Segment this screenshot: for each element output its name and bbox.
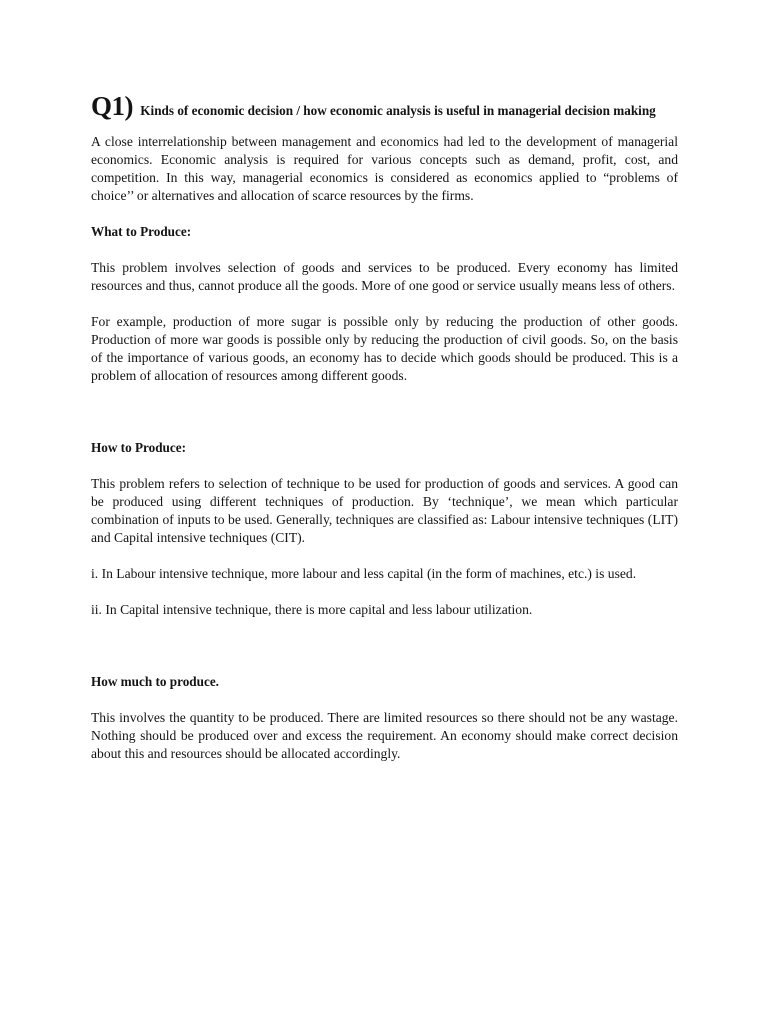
how-much-to-produce-paragraph-1: This involves the quantity to be produced. There are limited resources so there should not be any wastage. Nothing should be produced over and excess the requirement. An economy should make correct decision about this and resources should be allocated accordingly. — [91, 710, 678, 761]
what-to-produce-paragraph-2: For example, production of more sugar is possible only by reducing the production of other goods. Production of more war goods is possible only by reducing the production of civil goods. So, on the basis of the importance of various goods, an economy has to decide which goods should be produced. This is a problem of allocation of resources among different goods. — [91, 314, 678, 383]
section-heading-how-much-to-produce: How much to produce. — [91, 674, 219, 689]
what-to-produce-paragraph-1: This problem involves selection of goods and services to be produced. Every economy has limited resources and thus, cannot produce all the goods. More of one good or service usually means less of others. — [91, 260, 678, 293]
how-to-produce-paragraph-1: This problem refers to selection of technique to be used for production of goods and services. A good can be produced using different techniques of production. By ‘technique’, we mean which particular combination of inputs to be used. Generally, techniques are classified as: Labour intensive techniques (LIT) and Capital intensive techniques (CIT). — [91, 476, 678, 545]
question-title-text: Kinds of economic decision / how economic analysis is useful in managerial decision making — [140, 103, 656, 118]
intro-paragraph: A close interrelationship between management and economics had led to the development of managerial economics. Economic analysis is required for various concepts such as demand, profit, cost, and competition. In this way, managerial economics is considered as economics applied to “problems of choice’’ or alternatives and allocation of scarce resources by the firms. — [91, 134, 678, 203]
how-to-produce-paragraph-3: ii. In Capital intensive technique, there is more capital and less labour utilization. — [91, 602, 533, 617]
section-heading-what-to-produce: What to Produce: — [91, 224, 192, 239]
section-heading-how-to-produce: How to Produce: — [91, 440, 186, 455]
how-to-produce-paragraph-2: i. In Labour intensive technique, more labour and less capital (in the form of machines, etc.) is used. — [91, 566, 637, 581]
question-number: Q1) — [91, 91, 133, 121]
question-title — [91, 91, 678, 121]
